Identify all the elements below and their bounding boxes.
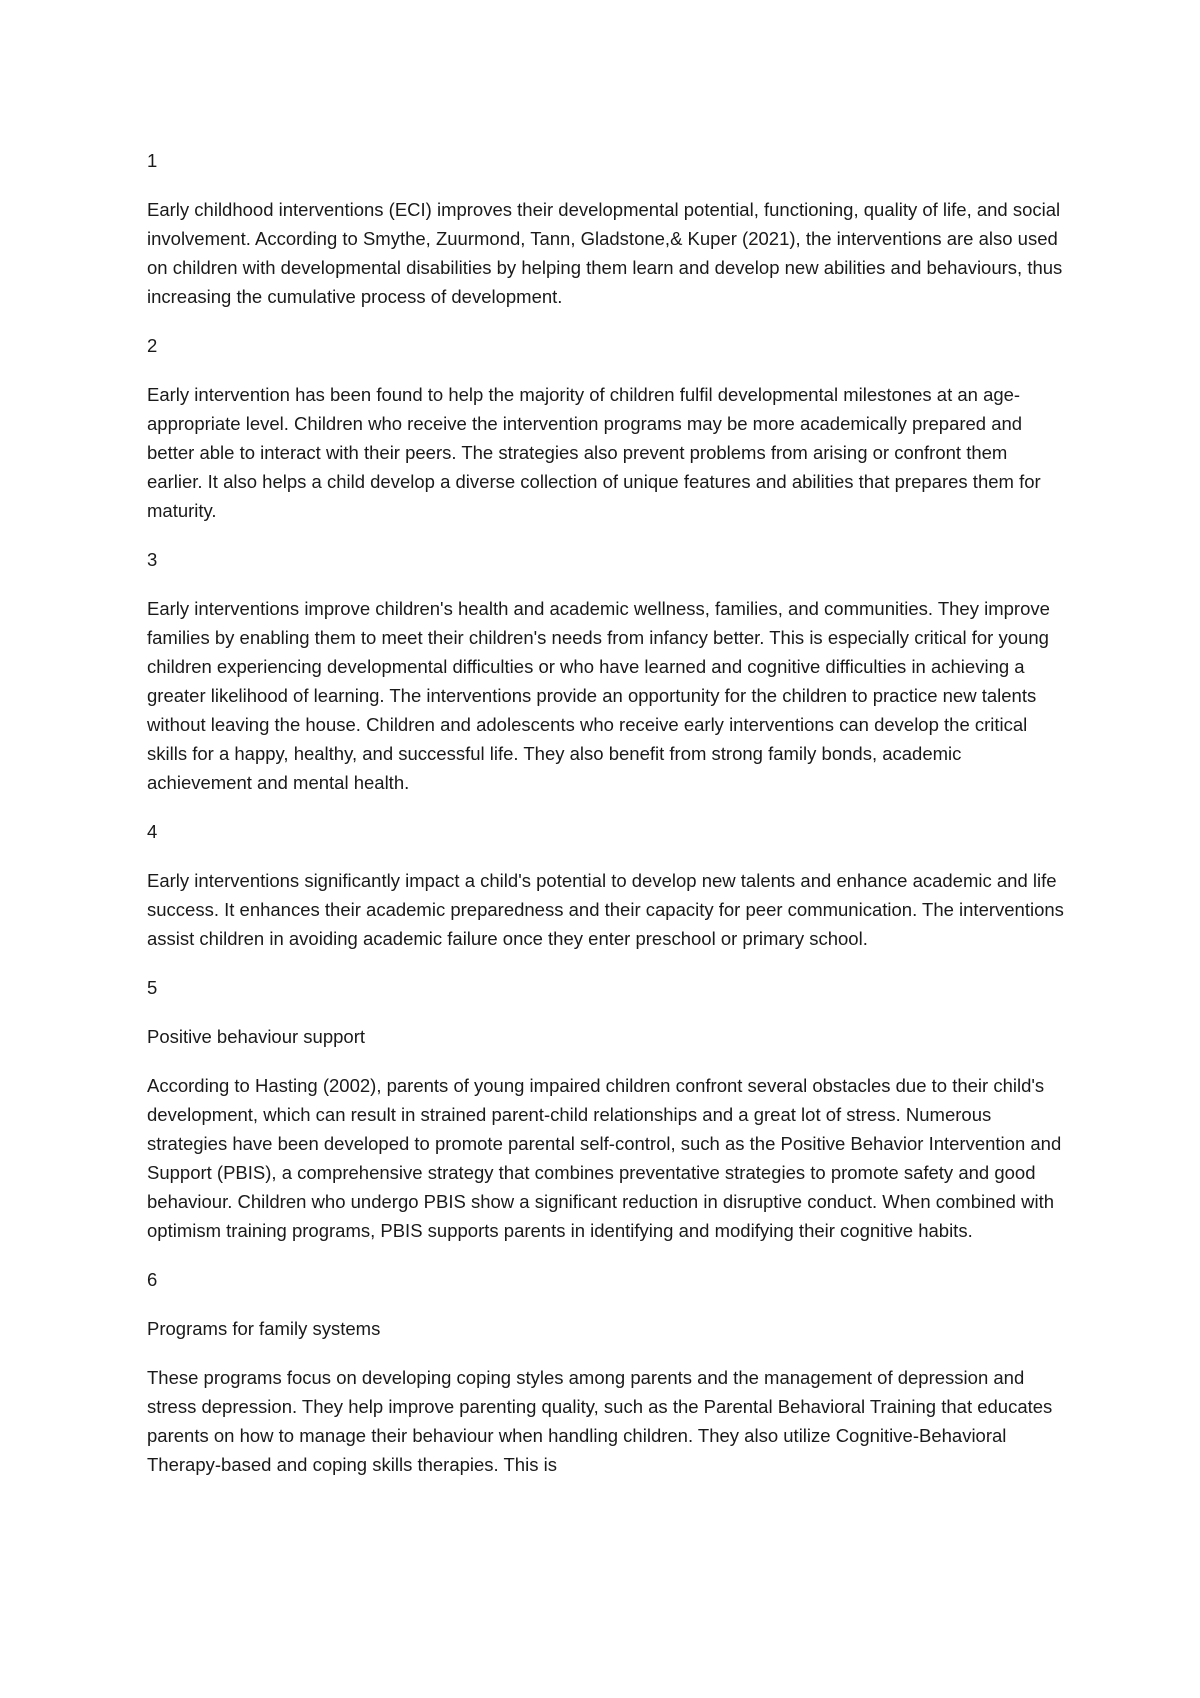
section-paragraph: These programs focus on developing coping styles among parents and the management of depression and stress depression. They help improve parenting quality, such as the Parental Behavioral Training that educates parents on how to manage their behaviour when handling children. They also utilize Cognitive-Behavioral Therapy-based and coping skills therapies. This is <box>147 1367 1053 1475</box>
section-1 <box>147 146 1067 311</box>
section-paragraph: Early interventions significantly impact a child's potential to develop new talents and enhance academic and life success. It enhances their academic preparedness and their capacity for peer communication. The interventions assist children in avoiding academic failure once they enter preschool or primary school. <box>147 870 1064 949</box>
section-number: 1 <box>147 150 158 171</box>
section-5 <box>147 973 1067 1245</box>
section-6 <box>147 1265 1067 1479</box>
section-paragraph: According to Hasting (2002), parents of young impaired children confront several obstacles due to their child's development, which can result in strained parent-child relationships and a great lot of stress. Numerous strategies have been developed to promote parental self-control, such as the Positive Behavior Intervention and Support (PBIS), a comprehensive strategy that combines preventative strategies to promote safety and good behaviour. Children who undergo PBIS show a significant reduction in disruptive conduct. When combined with optimism training programs, PBIS supports parents in identifying and modifying their cognitive habits. <box>147 1075 1062 1241</box>
section-number: 3 <box>147 549 158 570</box>
document-body <box>147 146 1067 1499</box>
section-paragraph: Early interventions improve children's health and academic wellness, families, and communities. They improve families by enabling them to meet their children's needs from infancy better. This is especially critical for young children experiencing developmental difficulties or who have learned and cognitive difficulties in achieving a greater likelihood of learning. The interventions provide an opportunity for the children to practice new talents without leaving the house. Children and adolescents who receive early interventions can develop the critical skills for a happy, healthy, and successful life. They also benefit from strong family bonds, academic achievement and mental health. <box>147 598 1050 793</box>
section-paragraph: Early intervention has been found to help the majority of children fulfil developmental milestones at an age-appropriate level. Children who receive the intervention programs may be more academically prepared and better able to interact with their peers. The strategies also prevent problems from arising or confront them earlier. It also helps a child develop a diverse collection of unique features and abilities that prepares them for maturity. <box>147 384 1041 521</box>
section-heading: Programs for family systems <box>147 1318 381 1339</box>
section-number: 6 <box>147 1269 158 1290</box>
section-4 <box>147 817 1067 953</box>
section-3 <box>147 545 1067 797</box>
section-number: 5 <box>147 977 158 998</box>
section-2 <box>147 331 1067 525</box>
section-number: 2 <box>147 335 158 356</box>
section-heading: Positive behaviour support <box>147 1026 366 1047</box>
section-paragraph: Early childhood interventions (ECI) improves their developmental potential, functioning, quality of life, and social involvement. According to Smythe, Zuurmond, Tann, Gladstone,& Kuper (2021), the interventions are also used on children with developmental disabilities by helping them learn and develop new abilities and behaviours, thus increasing the cumulative process of development. <box>147 199 1063 307</box>
section-number: 4 <box>147 821 158 842</box>
